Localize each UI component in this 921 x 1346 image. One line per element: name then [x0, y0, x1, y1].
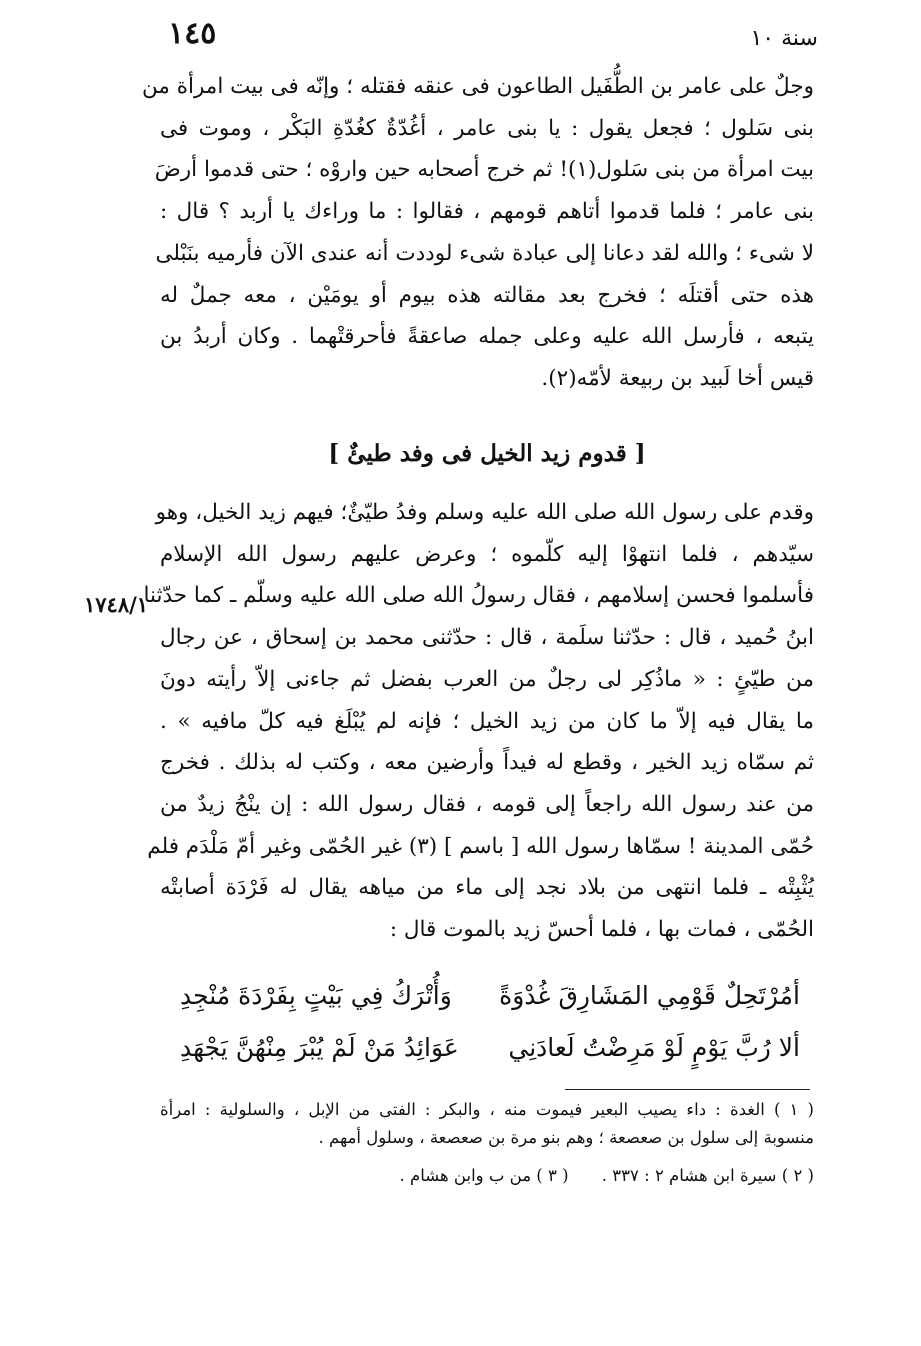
poem-hemistich-first: ألا رُبَّ يَوْمٍ لَوْ مَرِضْتُ لَعادَنِي — [508, 1033, 800, 1062]
poem-hemistich-second: عَوَائِدُ مَنْ لَمْ يُبْرَ مِنْهُنَّ يَجْهَدِ — [180, 1033, 459, 1062]
paragraph-zayd-al-khayl — [143, 492, 814, 951]
poem-hemistich-first: أمُرْتَحِلٌ قَوْمِي المَشَارِقَ غُدْوَةً — [499, 981, 800, 1010]
section-heading: [ قدوم زيد الخيل فى وفد طيئٌ ] — [328, 440, 646, 467]
page-number: ١٤٥ — [168, 16, 217, 51]
footnote-row — [160, 1162, 814, 1190]
footnote-1-line: ( ١ ) الغدة : داء يصيب البعير فيموت منه ، والبكر : الفتى من الإبل ، والسلولية : امرأة — [160, 1100, 814, 1119]
text-line: هذه حتى أقتلَه ؛ فخرج بعد مقالته هذه بيوم أو يومَيْن ، معه جملٌ له — [160, 282, 814, 308]
footnote-divider — [565, 1089, 810, 1090]
footnote-2: ( ٢ ) سيرة ابن هشام ٢ : ٣٣٧ . — [601, 1166, 814, 1185]
poem-verse — [180, 970, 800, 1022]
poem — [180, 970, 800, 1074]
text-line: حُمّى المدينة ! سمّاها رسول الله [ باسم ] (٣) غير الحُمّى وغير أمّ مَلْدَم فلم — [147, 833, 814, 859]
text-line: بيت امرأة من بنى سَلول(١)! ثم خرج أصحابه حين واروْه ؛ حتى قدموا أرضَ — [154, 157, 814, 183]
text-line: فأسلموا فحسن إسلامهم ، فقال رسولُ الله صلى الله عليه وسلّم ـ كما حدّثنا — [143, 583, 814, 609]
text-line: وجلٌ على عامر بن الطُّفَيل الطاعون فى عنقه فقتله ؛ وإنّه فى بيت امرأة من — [141, 74, 814, 99]
footnotes — [160, 1096, 814, 1190]
text-line: من طيّئٍ : « ماذُكِر لى رجلٌ من العرب بفضل ثم جاءنى إلاّ رأيته دونَ — [160, 666, 814, 692]
text-line: لا شىء ؛ والله لقد دعانا إلى عبادة شىء لوددت أنه عندى الآن فأرميه بنَبْلى — [155, 240, 814, 266]
text-line: الحُمّى ، فمات بها ، فلما أحسّ زيد بالموت قال : — [389, 917, 814, 943]
text-line: سيّدهم ، فلما انتهوْا إليه كلّموه ؛ وعرض عليهم رسول الله الإسلام — [160, 541, 814, 567]
paragraph-amir-death — [141, 66, 814, 400]
text-line: قيس أخا لَبيد بن ربيعة لأمّه(٢). — [541, 365, 814, 391]
footnote-3: ( ٣ ) من ب وابن هشام . — [399, 1166, 569, 1185]
text-line: وقدم على رسول الله صلى الله عليه وسلم وفدُ طيّئٌ؛ فيهم زيد الخيل، وهو — [155, 500, 814, 525]
poem-verse — [180, 1022, 800, 1074]
text-line: من عند رسول الله راجعاً إلى قومه ، فقال رسول الله : إن ينْجُ زيدٌ من — [160, 791, 814, 817]
poem-hemistich-second: وَأُتْرَكُ فِي بَيْتٍ بِفَرْدَةَ مُنْجِدِ — [180, 981, 452, 1010]
text-line: ابنُ حُميد ، قال : حدّثنا سلَمة ، قال : حدّثنى محمد بن إسحاق ، عن رجال — [160, 625, 814, 651]
running-header-year: سنة ١٠ — [750, 26, 818, 51]
margin-reference: ١٧٤٨/١ — [84, 592, 149, 617]
footnote-1-line: منسوبة إلى سلول بن صعصعة ؛ وهم بنو مرة بن صعصعة ، وسلول أمهم . — [318, 1128, 814, 1147]
text-line: ثم سمّاه زيد الخير ، وقطع له فيداً وأرضين معه ، وكتب له بذلك . فخرج — [160, 750, 814, 776]
text-line: بنى سَلول ؛ فجعل يقول : يا بنى عامر ، أغُدّةٌ كغُدّةِ البَكْر ، وموت فى — [160, 115, 814, 141]
text-line: يُثْبِتْه ـ فلما انتهى من بلاد نجد إلى ماء من مياهه يقال له فَرْدَة أصابتْه — [160, 875, 814, 901]
text-line: ما يقال فيه إلاّ ما كان من زيد الخيل ؛ فإنه لم يُبْلَغ فيه كلّ مافيه » . — [160, 708, 814, 734]
text-line: يتبعه ، فأرسل الله عليه وعلى جمله صاعقةً فأحرقتْهما . وكان أربدُ بن — [160, 324, 814, 350]
text-line: بنى عامر ؛ فلما قدموا أتاهم قومهم ، فقالوا : ما وراءك يا أربد ؟ قال : — [160, 199, 814, 225]
